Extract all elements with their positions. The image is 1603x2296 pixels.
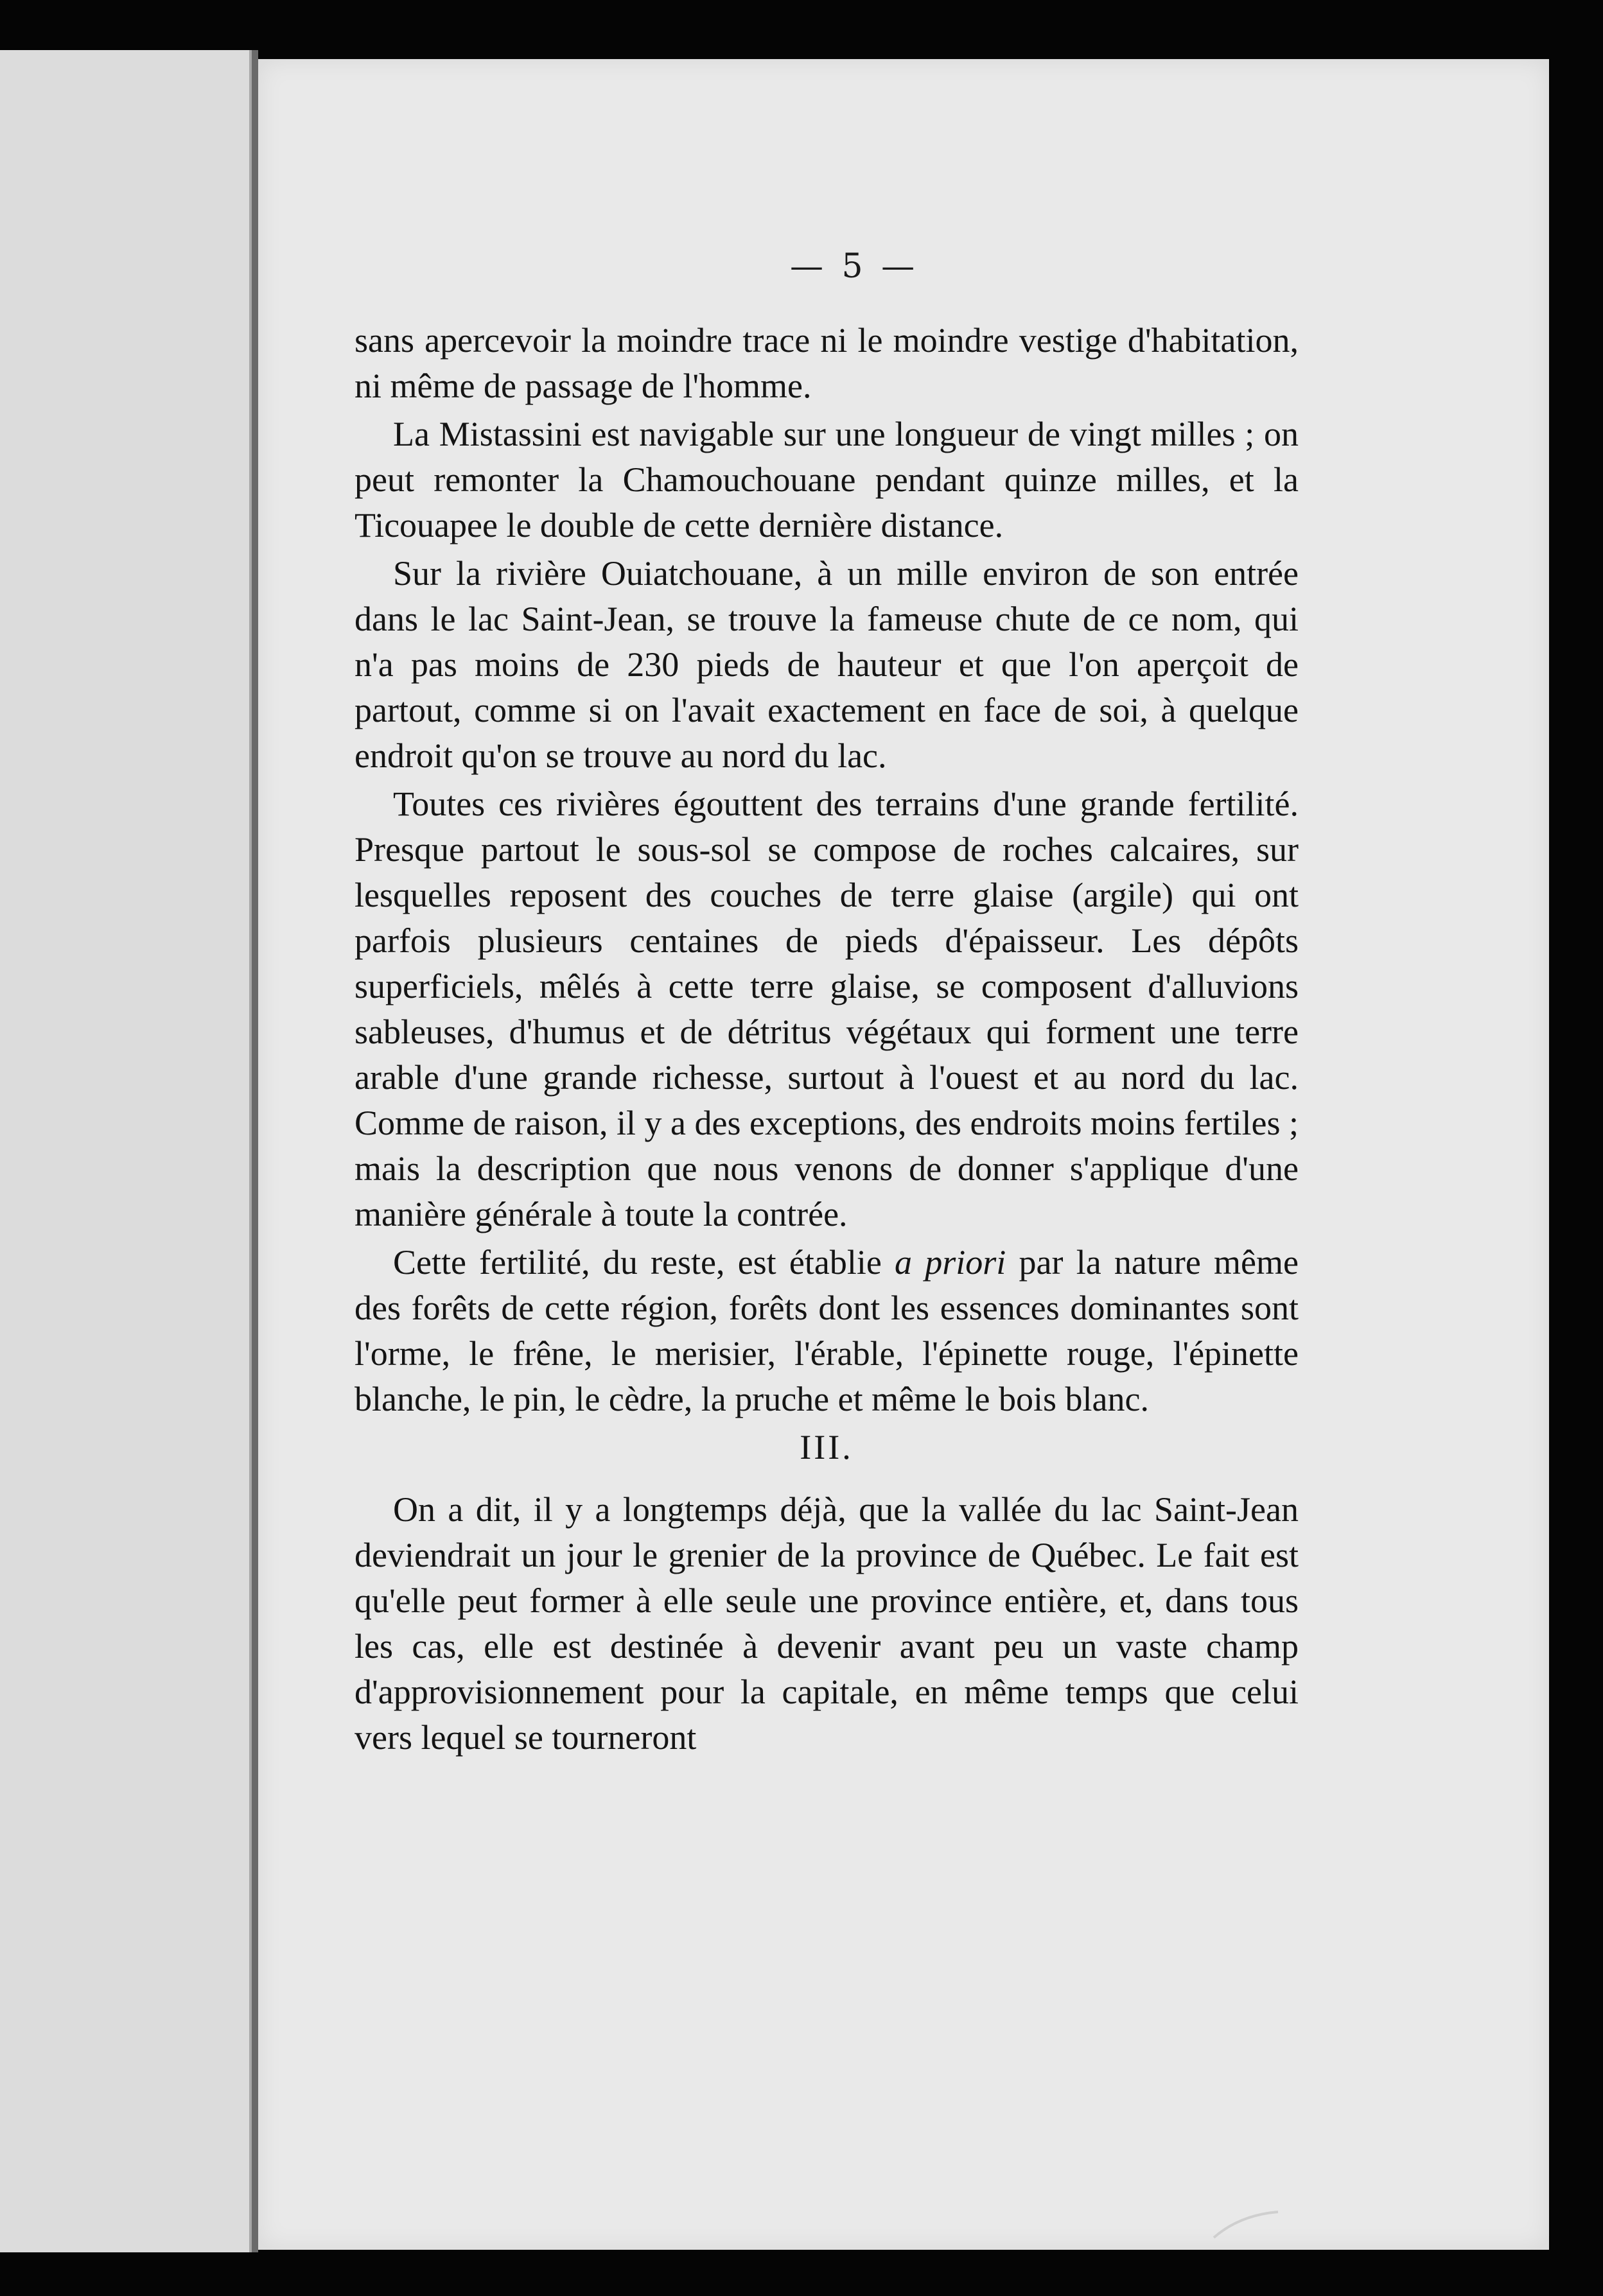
- section-heading: III.: [800, 1428, 854, 1466]
- forests-text-end: par la nature même des forêts de cette région, forêts dont les essences dominantes sont l'orme, le frêne, le merisier, l'érable, l'épinette rouge, l'épinette blanche, le pin, le cèdre, la pruche et même le bois blanc.: [355, 1243, 1299, 1418]
- forests-text-start: Cette fertilité, du reste, est établie: [393, 1243, 895, 1282]
- paragraph-granary: On a dit, il y a longtemps déjà, que la vallée du lac Saint-Jean deviendrait un jour le grenier de la province de Québec. Le fait est qu'elle peut former à elle seule une province entière, et, dans tous les cas, elle est destinée à devenir avant peu un vaste champ d'approvisionnement pour la capitale, en même temps que celui vers lequel se tourneront: [355, 1490, 1299, 1757]
- italic-a-priori: a priori: [895, 1243, 1006, 1282]
- paragraph-ouiatchouane-falls: Sur la rivière Ouiatchouane, à un mille environ de son entrée dans le lac Saint-Jean, se trouve la fameuse chute de ce nom, qui n'a pas moins de 230 pieds de hauteur et que l'on aperçoit de partout, comme si on l'avait exactement en face de soi, à quelque endroit qu'on se trouve au nord du lac.: [355, 554, 1299, 775]
- paragraph-continued: sans apercevoir la moindre trace ni le moindre vestige d'habitation, ni même de passage de l'homme.: [355, 321, 1299, 405]
- page-number: — 5 —: [790, 247, 919, 286]
- paragraph-forests: [355, 1240, 1299, 1422]
- book-gutter: [252, 50, 258, 2252]
- scan-artifact-mark: [1207, 2209, 1284, 2247]
- paragraph-soil-fertility: Toutes ces rivières égouttent des terrains d'une grande fertilité. Presque partout le sous-sol se compose de roches calcaires, sur lesquelles reposent des couches de terre glaise (argile) qui ont parfois plusieurs centaines de pieds d'épaisseur. Les dépôts superficiels, mêlés à cette terre glaise, se composent d'alluvions sableuses, d'humus et de détritus végétaux qui forment une terre arable d'une grande richesse, surtout à l'ouest et au nord du lac. Comme de raison, il y a des exceptions, des endroits moins fertiles ; mais la description que nous venons de donner s'applique d'une manière générale à toute la contrée.: [355, 785, 1299, 1233]
- facing-page-edge: [0, 50, 252, 2252]
- paragraph-navigability: La Mistassini est navigable sur une longueur de vingt milles ; on peut remonter la Chamouchouane pendant quinze milles, et la Ticouapee le double de cette dernière distance.: [355, 415, 1299, 544]
- body-text: [355, 318, 1299, 1763]
